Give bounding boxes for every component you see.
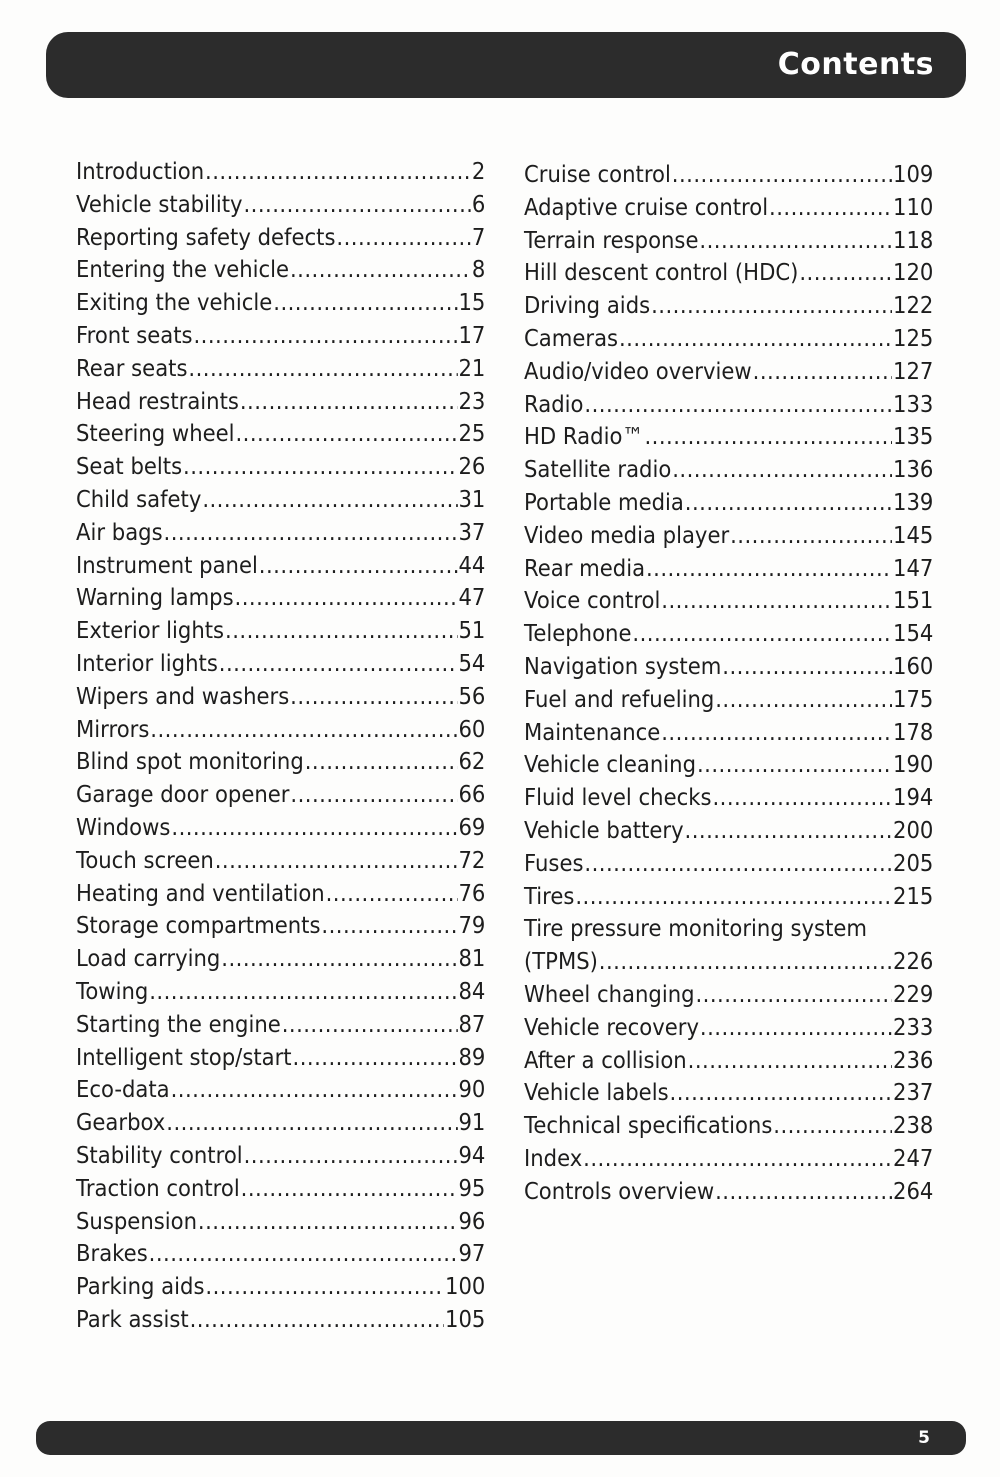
toc-entry-page: 8 <box>471 257 486 284</box>
toc-entry-title: Maintenance <box>524 719 661 746</box>
toc-entry-title: Vehicle stability <box>76 191 243 218</box>
toc-entry-page: 236 <box>893 1047 934 1074</box>
toc-dot-leader <box>205 156 471 189</box>
toc-entry-tpms <box>524 946 933 979</box>
toc-entry-page: 160 <box>893 653 934 680</box>
toc-dot-leader <box>166 1107 457 1140</box>
toc-entry-title: Rear media <box>524 555 646 582</box>
toc-entry-page: 90 <box>458 1077 486 1104</box>
toc-entry-rear-media <box>524 553 933 586</box>
toc-entry-intelligent-stop-start <box>76 1042 485 1075</box>
toc-entry-page: 2 <box>471 159 486 185</box>
toc-entry-title: Index <box>524 1145 583 1172</box>
toc-dot-leader <box>164 517 458 550</box>
toc-entry-navigation-system <box>524 651 933 684</box>
toc-entry-title: Air bags <box>76 519 163 546</box>
toc-entry-controls-overview <box>524 1176 933 1209</box>
toc-entry-page: 97 <box>458 1241 486 1268</box>
toc-entry-brakes <box>76 1238 485 1271</box>
toc-dot-leader <box>697 749 892 782</box>
toc-entry-wipers-and-washers <box>76 681 485 714</box>
toc-entry-page: 154 <box>893 621 934 648</box>
toc-dot-leader <box>171 1074 458 1107</box>
toc-entry-title: Wipers and washers <box>76 683 290 710</box>
toc-entry-title: Fuel and refueling <box>524 686 715 713</box>
toc-dot-leader <box>672 454 892 487</box>
toc-entry-vehicle-labels <box>524 1077 933 1110</box>
toc-dot-leader <box>661 585 892 618</box>
toc-entry-page: 194 <box>893 785 934 812</box>
toc-entry-after-a-collision <box>524 1045 933 1078</box>
toc-entry-radio <box>524 389 933 422</box>
toc-dot-leader <box>219 648 458 681</box>
toc-dot-leader <box>293 1042 458 1075</box>
toc-entry-page: 47 <box>458 585 486 612</box>
toc-entry-title: Voice control <box>524 588 661 615</box>
toc-dot-leader <box>712 782 892 815</box>
toc-entry-title: Tire pressure monitoring system <box>524 916 868 943</box>
toc-entry-page: 51 <box>458 618 486 645</box>
toc-entry-page: 26 <box>458 454 486 481</box>
toc-dot-leader <box>188 353 457 386</box>
toc-entry-title: Exiting the vehicle <box>76 290 273 317</box>
toc-entry-title: Driving aids <box>524 293 651 320</box>
toc-dot-leader <box>290 254 471 287</box>
toc-column-left <box>76 156 486 1337</box>
toc-entry-windows <box>76 812 485 845</box>
toc-entry-title: Instrument panel <box>76 552 258 579</box>
toc-entry-page: 21 <box>458 355 486 382</box>
toc-dot-leader <box>243 189 471 222</box>
toc-dot-leader <box>753 356 892 389</box>
toc-entry-page: 205 <box>893 850 934 877</box>
toc-entry-starting-the-engine <box>76 1009 485 1042</box>
toc-entry-title: Radio <box>524 391 584 418</box>
toc-entry-child-safety <box>76 484 485 517</box>
toc-entry-title: Warning lamps <box>76 585 234 612</box>
toc-entry-title: Touch screen <box>76 847 214 874</box>
toc-entry-title: Mirrors <box>76 716 150 743</box>
toc-entry-entering-the-vehicle <box>76 254 485 287</box>
toc-entry-page: 133 <box>893 391 934 418</box>
toc-entry-page: 84 <box>458 978 486 1005</box>
toc-dot-leader <box>194 320 458 353</box>
toc-entry-title: Storage compartments <box>76 913 321 940</box>
toc-entry-park-assist <box>76 1304 485 1337</box>
toc-entry-fuel-and-refueling <box>524 684 933 717</box>
toc-entry-telephone <box>524 618 933 651</box>
toc-dot-leader <box>646 553 892 586</box>
toc-dot-leader <box>575 881 892 914</box>
toc-dot-leader <box>685 487 892 520</box>
toc-entry-title: Traction control <box>76 1175 240 1202</box>
toc-dot-leader <box>722 651 892 684</box>
toc-entry-title: HD Radio™ <box>524 424 644 451</box>
toc-dot-leader <box>215 845 458 878</box>
toc-entry-page: 96 <box>458 1208 486 1235</box>
toc-entry-title: Eco-data <box>76 1077 170 1104</box>
toc-entry-title: Load carrying <box>76 946 221 973</box>
toc-entry-air-bags <box>76 517 485 550</box>
toc-entry-title: Heating and ventilation <box>76 880 325 907</box>
toc-entry-page: 139 <box>893 489 934 516</box>
toc-entry-storage-compartments <box>76 910 485 943</box>
toc-dot-leader <box>305 746 458 779</box>
toc-entry-page: 147 <box>893 555 934 582</box>
toc-entry-page: 127 <box>893 358 934 385</box>
toc-entry-page: 178 <box>893 719 934 746</box>
toc-entry-page: 247 <box>893 1145 934 1172</box>
toc-entry-maintenance <box>524 717 933 750</box>
toc-entry-introduction <box>76 156 485 189</box>
toc-dot-leader <box>670 1077 893 1110</box>
toc-entry-title: Gearbox <box>76 1110 166 1137</box>
toc-entry-video-media-player <box>524 520 933 553</box>
toc-entry-title: Entering the vehicle <box>76 257 290 284</box>
toc-entry-page: 229 <box>893 981 934 1008</box>
toc-dot-leader <box>241 1173 458 1206</box>
toc-dot-leader <box>235 582 458 615</box>
toc-entry-touch-screen <box>76 845 485 878</box>
toc-entry-page: 233 <box>893 1014 934 1041</box>
toc-dot-leader <box>799 257 892 290</box>
toc-entry-vehicle-cleaning <box>524 749 933 782</box>
toc-dot-leader <box>326 878 458 911</box>
toc-dot-leader <box>730 520 892 553</box>
toc-entry-page: 72 <box>458 847 486 874</box>
toc-entry-instrument-panel <box>76 550 485 583</box>
toc-entry-garage-door-opener <box>76 779 485 812</box>
toc-entry-title: Adaptive cruise control <box>524 194 769 221</box>
toc-column-right <box>524 159 934 1209</box>
toc-dot-leader <box>699 225 892 258</box>
toc-entry-blind-spot-monitoring <box>76 746 485 779</box>
toc-entry-adaptive-cruise-control <box>524 192 933 225</box>
toc-dot-leader <box>661 717 892 750</box>
toc-dot-leader <box>336 222 471 255</box>
toc-entry-page: 118 <box>893 227 934 254</box>
toc-dot-leader <box>700 1012 892 1045</box>
toc-entry-page: 100 <box>445 1274 486 1301</box>
toc-dot-leader <box>190 1304 444 1337</box>
toc-entry-title: Towing <box>76 978 149 1005</box>
toc-entry-technical-specifications <box>524 1110 933 1143</box>
page-title: Contents <box>777 47 934 82</box>
toc-entry-title: Tires <box>524 883 575 910</box>
toc-entry-fuses <box>524 848 933 881</box>
toc-entry-title: Vehicle cleaning <box>524 752 697 779</box>
toc-entry-title: Stability control <box>76 1142 243 1169</box>
toc-entry-front-seats <box>76 320 485 353</box>
toc-entry-title: Exterior lights <box>76 618 225 645</box>
toc-entry-tire-pressure-monitoring-system <box>524 913 933 946</box>
toc-entry-title: Vehicle labels <box>524 1080 669 1107</box>
header-bar <box>46 32 966 98</box>
toc-entry-parking-aids <box>76 1271 485 1304</box>
toc-entry-warning-lamps <box>76 582 485 615</box>
toc-dot-leader <box>183 451 458 484</box>
toc-entry-vehicle-stability <box>76 189 485 222</box>
toc-entry-page: 215 <box>893 883 934 910</box>
toc-dot-leader <box>695 979 892 1012</box>
toc-entry-page: 37 <box>458 519 486 546</box>
toc-entry-voice-control <box>524 585 933 618</box>
toc-entry-page: 110 <box>893 194 934 221</box>
toc-entry-title: Child safety <box>76 486 202 513</box>
toc-dot-leader <box>202 484 457 517</box>
toc-entry-title: Brakes <box>76 1241 148 1268</box>
toc-entry-head-restraints <box>76 386 485 419</box>
toc-entry-title: Hill descent control (HDC) <box>524 260 799 287</box>
toc-entry-page: 56 <box>458 683 486 710</box>
toc-entry-title: Introduction <box>76 159 205 185</box>
toc-entry-vehicle-battery <box>524 815 933 848</box>
toc-dot-leader <box>150 714 457 747</box>
toc-entry-title: Terrain response <box>524 227 699 254</box>
toc-entry-title: Controls overview <box>524 1178 715 1205</box>
toc-entry-title: Head restraints <box>76 388 239 415</box>
toc-entry-page: 94 <box>458 1142 486 1169</box>
toc-entry-page: 17 <box>458 322 486 349</box>
toc-dot-leader <box>235 418 457 451</box>
toc-entry-title: Front seats <box>76 322 193 349</box>
toc-entry-page: 145 <box>893 522 934 549</box>
toc-dot-leader <box>149 1238 458 1271</box>
toc-entry-page: 105 <box>445 1306 486 1333</box>
toc-entry-hill-descent-control-hdc <box>524 257 933 290</box>
toc-entry-steering-wheel <box>76 418 485 451</box>
toc-entry-wheel-changing <box>524 979 933 1012</box>
toc-entry-title: After a collision <box>524 1047 687 1074</box>
toc-entry-title: Garage door opener <box>76 782 290 809</box>
toc-entry-page: 87 <box>458 1011 486 1038</box>
toc-entry-title: Satellite radio <box>524 457 672 484</box>
toc-entry-page: 44 <box>458 552 486 579</box>
toc-dot-leader <box>715 1176 892 1209</box>
toc-dot-leader <box>584 848 892 881</box>
toc-dot-leader <box>171 812 457 845</box>
toc-entry-driving-aids <box>524 290 933 323</box>
toc-entry-fluid-level-checks <box>524 782 933 815</box>
toc-dot-leader <box>619 323 892 356</box>
toc-dot-leader <box>290 681 457 714</box>
toc-entry-title: Fuses <box>524 850 584 877</box>
toc-entry-index <box>524 1143 933 1176</box>
toc-entry-title: Vehicle battery <box>524 817 684 844</box>
toc-entry-page: 6 <box>471 191 486 218</box>
toc-entry-page: 95 <box>458 1175 486 1202</box>
toc-entry-title: Navigation system <box>524 653 722 680</box>
toc-entry-page: 238 <box>893 1113 934 1140</box>
toc-dot-leader <box>583 1143 892 1176</box>
toc-entry-title: Park assist <box>76 1306 189 1333</box>
toc-entry-stability-control <box>76 1140 485 1173</box>
toc-entry-towing <box>76 976 485 1009</box>
toc-entry-title: Portable media <box>524 489 684 516</box>
toc-entry-page: 15 <box>458 290 486 317</box>
toc-entry-title: Windows <box>76 814 171 841</box>
toc-entry-page: 135 <box>893 424 934 451</box>
toc-entry-page: 7 <box>471 224 486 251</box>
toc-entry-title: Wheel changing <box>524 981 695 1008</box>
toc-entry-title: Seat belts <box>76 454 183 481</box>
toc-dot-leader <box>221 943 457 976</box>
toc-dot-leader <box>651 290 892 323</box>
toc-entry-hd-radio <box>524 421 933 454</box>
toc-dot-leader <box>225 615 458 648</box>
toc-dot-leader <box>282 1009 458 1042</box>
toc-entry-suspension <box>76 1206 485 1239</box>
toc-entry-page: 31 <box>458 486 486 513</box>
toc-entry-page: 120 <box>893 260 934 287</box>
toc-entry-page: 200 <box>893 817 934 844</box>
toc-entry-title: Starting the engine <box>76 1011 281 1038</box>
toc-dot-leader <box>773 1110 892 1143</box>
toc-entry-page: 237 <box>893 1080 934 1107</box>
toc-entry-title: Intelligent stop/start <box>76 1044 292 1071</box>
toc-dot-leader <box>149 976 457 1009</box>
toc-entry-title: Telephone <box>524 621 632 648</box>
toc-entry-cruise-control <box>524 159 933 192</box>
toc-dot-leader <box>259 550 458 583</box>
toc-entry-page: 122 <box>893 293 934 320</box>
toc-entry-page: 81 <box>458 946 486 973</box>
toc-entry-rear-seats <box>76 353 485 386</box>
toc-dot-leader <box>240 386 458 419</box>
toc-entry-interior-lights <box>76 648 485 681</box>
toc-entry-heating-and-ventilation <box>76 878 485 911</box>
toc-entry-page: 79 <box>458 913 486 940</box>
toc-entry-title: Blind spot monitoring <box>76 749 304 776</box>
toc-dot-leader <box>672 159 892 192</box>
toc-entry-title: Reporting safety defects <box>76 224 336 251</box>
toc-dot-leader <box>321 910 457 943</box>
toc-entry-title: Video media player <box>524 522 730 549</box>
toc-entry-page: 60 <box>458 716 486 743</box>
toc-entry-title: Cameras <box>524 325 619 352</box>
toc-dot-leader <box>644 421 892 454</box>
toc-entry-page: 264 <box>893 1178 934 1205</box>
toc-entry-page: 54 <box>458 650 486 677</box>
toc-dot-leader <box>632 618 892 651</box>
footer-bar <box>36 1421 966 1455</box>
toc-entry-exiting-the-vehicle <box>76 287 485 320</box>
toc-entry-page: 190 <box>893 752 934 779</box>
toc-dot-leader <box>599 946 892 979</box>
toc-entry-page: 25 <box>458 421 486 448</box>
toc-entry-page: 62 <box>458 749 486 776</box>
toc-entry-satellite-radio <box>524 454 933 487</box>
toc-entry-exterior-lights <box>76 615 485 648</box>
toc-dot-leader <box>584 389 892 422</box>
toc-entry-page: 89 <box>458 1044 486 1071</box>
toc-entry-cameras <box>524 323 933 356</box>
toc-entry-page: 66 <box>458 782 486 809</box>
toc-dot-leader <box>273 287 457 320</box>
toc-entry-title: Interior lights <box>76 650 218 677</box>
toc-entry-traction-control <box>76 1173 485 1206</box>
toc-entry-title: Technical specifications <box>524 1113 773 1140</box>
toc-entry-tires <box>524 881 933 914</box>
toc-entry-page: 136 <box>893 457 934 484</box>
toc-entry-title: Audio/video overview <box>524 358 752 385</box>
toc-entry-page: 69 <box>458 814 486 841</box>
toc-dot-leader <box>769 192 892 225</box>
toc-dot-leader <box>205 1271 444 1304</box>
toc-dot-leader <box>198 1206 458 1239</box>
toc-entry-eco-data <box>76 1074 485 1107</box>
toc-entry-title: Vehicle recovery <box>524 1014 700 1041</box>
toc-entry-page: 23 <box>458 388 486 415</box>
page-number: 5 <box>918 1428 930 1448</box>
toc-dot-leader <box>244 1140 458 1173</box>
toc-entry-title: (TPMS) <box>524 949 598 976</box>
toc-entry-page: 76 <box>458 880 486 907</box>
toc-entry-page: 175 <box>893 686 934 713</box>
toc-entry-page: 226 <box>893 949 934 976</box>
toc-entry-page: 109 <box>893 162 934 188</box>
toc-dot-leader <box>685 815 893 848</box>
toc-dot-leader <box>290 779 457 812</box>
toc-entry-title: Steering wheel <box>76 421 235 448</box>
toc-entry-page: 91 <box>458 1110 486 1137</box>
toc-entry-gearbox <box>76 1107 485 1140</box>
toc-entry-page: 125 <box>893 325 934 352</box>
toc-entry-portable-media <box>524 487 933 520</box>
toc-entry-vehicle-recovery <box>524 1012 933 1045</box>
toc-dot-leader <box>688 1045 892 1078</box>
toc-entry-title: Parking aids <box>76 1274 205 1301</box>
toc-entry-load-carrying <box>76 943 485 976</box>
toc-entry-seat-belts <box>76 451 485 484</box>
toc-entry-audio-video-overview <box>524 356 933 389</box>
toc-entry-reporting-safety-defects <box>76 222 485 255</box>
toc-entry-terrain-response <box>524 225 933 258</box>
toc-entry-page: 151 <box>893 588 934 615</box>
toc-dot-leader <box>715 684 892 717</box>
toc-entry-title: Fluid level checks <box>524 785 712 812</box>
toc-entry-title: Suspension <box>76 1208 197 1235</box>
toc-entry-title: Rear seats <box>76 355 188 382</box>
toc-entry-mirrors <box>76 714 485 747</box>
toc-entry-title: Cruise control <box>524 162 671 188</box>
